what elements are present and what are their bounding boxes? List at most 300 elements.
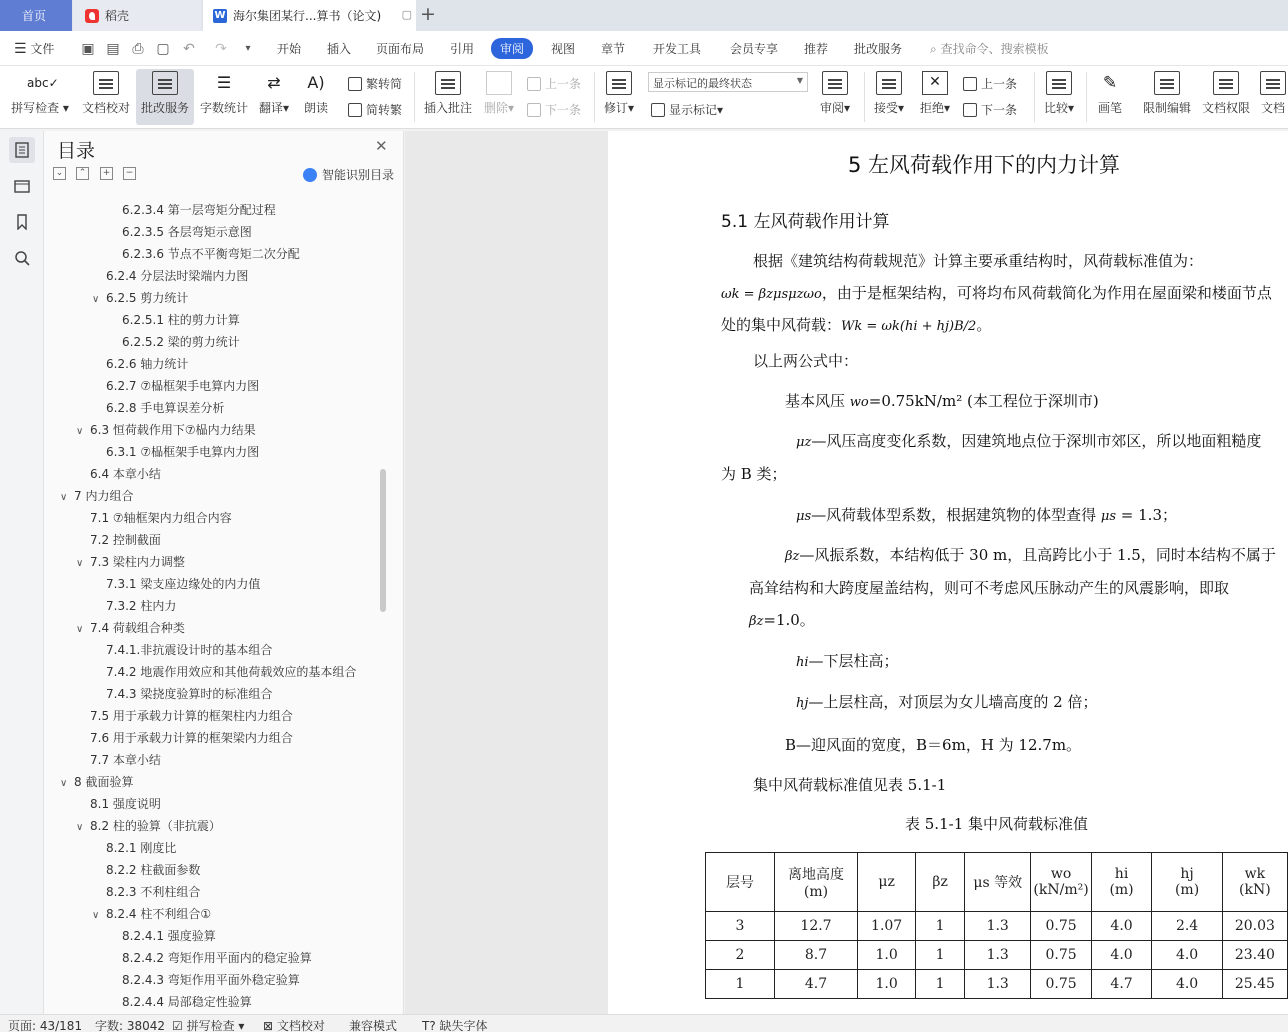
chevron-down-icon[interactable]: ∨ [76,822,84,833]
spell-check-button[interactable]: abc✓ 拼写检查 ▾ [8,69,72,125]
prev-change-button[interactable] [963,75,1017,92]
toc-item[interactable] [106,837,176,859]
paragraph [796,650,899,671]
search-icon: ⌕ [930,42,937,56]
toc-item[interactable] [90,793,161,815]
page-indicator[interactable]: 页面: 43/181 [8,1019,83,1032]
toc-item[interactable] [92,903,211,925]
table-header-cell: 层号 [706,853,775,912]
tab-close-icon[interactable]: ▢ [401,8,412,21]
formula: Wk = ωk(hi + hj)B/2 [841,319,977,334]
formula: hi [796,655,809,670]
table-header-cell: 离地高度 (m) [774,853,857,912]
table-cell: 12.7 [774,912,857,941]
table-cell: 8.7 [774,941,857,970]
paragraph-text: —下层柱高； [808,652,899,670]
toc-item-label: 8.2.4.2 弯矩作用平面内的稳定验算 [122,951,312,965]
toc-item-label: 6.2.3.4 第一层弯矩分配过程 [122,203,276,217]
paragraph [785,544,1276,565]
toc-item[interactable] [90,529,161,551]
toc-item[interactable] [106,661,356,683]
command-search[interactable] [930,40,1049,57]
word-count-label: 字数统计 [199,101,248,115]
toc-item-label: 7.4.3 梁挠度验算时的标准组合 [106,687,273,701]
table-caption: 表 5.1-1 集中风荷载标准值 [905,815,1089,833]
read-aloud-icon: A) [307,73,325,92]
prev-change-label: 上一条 [981,77,1018,91]
pen-icon: ✎ [1102,73,1118,93]
paragraph-text: —风荷载体型系数，根据建筑物的体型查得 [811,506,1101,524]
new-tab-icon[interactable]: + [420,3,436,25]
chapter-heading: 5 左风荷载作用下的内力计算 [848,153,1121,177]
table-row [706,941,1288,970]
next-change-button[interactable] [963,101,1017,118]
table-cell: 25.45 [1222,970,1287,999]
toc-item-label: 8.2.4.3 弯矩作用平面外稳定验算 [122,973,300,987]
formula: μs [796,509,812,524]
expand-up-icon[interactable]: ⌃ [76,167,89,180]
toc-panel [44,131,404,1014]
toc-item-label: 7.7 本章小结 [90,753,161,767]
toc-item[interactable] [106,353,188,375]
review-pane-button[interactable]: 审阅▾ [815,69,855,125]
toc-item[interactable] [122,309,240,331]
compare-icon [1046,71,1072,95]
formula: wo [849,395,869,410]
toc-item-label: 6.2.5.1 柱的剪力计算 [122,313,240,327]
tab-document[interactable] [203,0,416,31]
paragraph-text: —上层柱高，对顶层为女儿墙高度的 2 倍； [808,693,1098,711]
doc-more-button[interactable] [1258,69,1288,125]
next-comment-button[interactable] [527,101,581,118]
chevron-down-icon[interactable]: ∨ [76,558,84,569]
insert-comment-button[interactable] [420,69,476,125]
table-cell: 1.0 [858,970,916,999]
formula: hj [796,696,809,711]
review-pane-icon [822,71,848,95]
ribbon-divider [414,72,415,122]
table-header-cell: μs 等效 [965,853,1031,912]
read-aloud-button[interactable] [298,69,334,125]
doc-check-button[interactable] [78,69,134,125]
toc-title: 目录 [57,140,96,162]
checkbox-icon: ☑ [172,1019,183,1032]
table-cell: 0.75 [1031,970,1091,999]
track-changes-label: 修订 [603,101,628,115]
table-header-cell: βz [916,853,965,912]
accept-label: 接受 [873,101,898,115]
word-count-button[interactable] [197,69,251,125]
next-comment-label: 下一条 [545,103,582,117]
ribbon-divider [594,72,595,122]
toc-item[interactable] [122,221,252,243]
table-header-cell: μz [858,853,916,912]
undo-icon[interactable]: ↶ [183,41,195,57]
table-cell: 23.40 [1222,941,1287,970]
tab-docer-label: 稻壳 [105,9,130,23]
toc-item[interactable] [106,397,224,419]
paragraph-text: =0.75kN/m² (本工程位于深圳市) [868,392,1099,410]
chevron-down-icon[interactable]: ∨ [76,624,84,635]
file-menu[interactable] [14,40,54,57]
toc-item-label: 6.2.6 轴力统计 [106,357,189,371]
simp-to-trad-button[interactable] [348,101,402,118]
toc-item[interactable] [90,705,293,727]
formula: βz [785,549,800,564]
toc-item-label: 8.2.4.4 局部稳定性验算 [122,995,252,1007]
insert-comment-icon [435,71,461,95]
toc-item[interactable] [76,617,185,639]
table-row [706,912,1288,941]
toc-item-label: 7.3.2 柱内力 [106,599,177,613]
toc-item-label: 6.2.8 手电算误差分析 [106,401,225,415]
toc-item-label: 8.1 强度说明 [90,797,161,811]
lock-doc-icon [1154,71,1180,95]
compare-button[interactable]: 比较▾ [1040,69,1078,125]
table-cell: 4.0 [1152,941,1222,970]
menu-review[interactable]: 审阅 [491,38,533,59]
compare-label: 比较 [1043,101,1068,115]
table-cell: 4.7 [1091,970,1152,999]
ribbon-divider [1034,72,1035,122]
correction-service-label: 批改服务 [140,101,189,115]
toc-item[interactable] [122,991,252,1007]
table-cell: 4.0 [1091,941,1152,970]
toc-item-label: 8.2.3 不利柱组合 [106,885,201,899]
collapse-all-icon[interactable]: ⌄ [53,167,66,180]
file-menu-label: 文件 [30,42,55,56]
toc-item[interactable] [106,573,260,595]
toc-item-label: 6.2.3.5 各层弯矩示意图 [122,225,252,239]
ribbon-toolbar [0,66,1288,129]
paragraph-text: ，由于是框架结构，可将均布风荷载简化为作用在屋面梁和楼面节点 [821,284,1272,302]
word-count-indicator[interactable]: 字数: 38042 [95,1019,166,1032]
paragraph-text: —风振系数，本结构低于 30 m，且高跨比小于 1.5，同时本结构不属于 [799,546,1276,564]
translate-button[interactable]: ⇄ 翻译▾ [258,73,290,115]
menu-page-layout[interactable]: 页面布局 [376,42,425,56]
next-change-icon [963,103,977,117]
toc-item[interactable] [76,419,256,441]
table-cell: 1.3 [965,912,1031,941]
table-cell: 1.3 [965,941,1031,970]
restrict-edit-label: 限制编辑 [1142,101,1191,115]
missing-font-label: 缺失字体 [439,1019,488,1032]
toc-item-label: 6.2.5 剪力统计 [106,291,189,305]
paragraph [721,282,1272,303]
menu-reference[interactable]: 引用 [450,42,475,56]
paragraph: B—迎风面的宽度，B＝6m，H 为 12.7m。 [785,736,1082,754]
track-changes-button[interactable]: 修订▾ [600,69,638,125]
menu-insert[interactable]: 插入 [327,42,352,56]
toc-scrollbar[interactable] [380,469,386,612]
doc-permission-label: 文档权限 [1201,101,1250,115]
menu-bar [0,31,1288,66]
markup-state-value: 显示标记的最终状态 [653,77,752,90]
paragraph [796,504,1177,525]
paragraph [785,390,1099,411]
paragraph-text: =1.0。 [763,611,815,629]
toc-item[interactable] [122,925,216,947]
toc-item[interactable] [122,969,300,991]
markup-state-select[interactable] [648,72,808,92]
table-header-cell: wo (kN/m²) [1031,853,1091,912]
compat-mode-label: 兼容模式 [349,1019,398,1032]
toc-item[interactable] [122,331,240,353]
toc-item-label: 7.3 梁柱内力调整 [90,555,185,569]
insert-comment-label: 插入批注 [423,101,472,115]
accept-button[interactable]: 接受▾ [870,69,908,125]
toc-item[interactable] [76,815,221,837]
toc-item[interactable] [122,947,312,969]
toc-item[interactable] [106,881,200,903]
toc-item-label: 6.2.5.2 梁的剪力统计 [122,335,240,349]
menu-start[interactable]: 开始 [277,42,302,56]
doc-more-label: 文档 [1260,101,1285,115]
formula: μs [1100,509,1117,524]
tab-bar [0,0,1288,31]
chevron-down-icon[interactable]: ∨ [76,426,84,437]
tab-home[interactable] [0,0,72,31]
paragraph-text: 基本风压 [785,392,850,410]
toc-item[interactable] [60,771,133,793]
track-changes-icon [606,71,632,95]
toc-item-label: 7.1 ⑦轴框架内力组合内容 [90,511,232,525]
paragraph-text: —风压高度变化系数，因建筑地点位于深圳市郊区，所以地面粗糙度 [811,432,1262,450]
toc-item[interactable] [90,463,161,485]
read-aloud-label: 朗读 [303,101,328,115]
nav-strip [0,131,44,1014]
tab-home-label: 首页 [22,9,47,23]
redo-icon[interactable]: ↷ [215,41,227,57]
table-cell: 1.07 [858,912,916,941]
trad-to-simp-icon [348,77,362,91]
toc-item-label: 7.3.1 梁支座边缘处的内力值 [106,577,261,591]
table-cell: 2 [706,941,775,970]
chevron-down-icon[interactable]: ∨ [92,294,100,305]
toc-item[interactable] [106,595,176,617]
status-bar [0,1014,1288,1032]
tab-document-label: 海尔集团某行...算书（论文) [233,9,382,23]
missing-font-status[interactable] [422,1017,488,1032]
table-cell: 4.0 [1091,912,1152,941]
table-cell: 1 [916,970,965,999]
table-cell: 1 [706,970,775,999]
toc-item-label: 8 截面验算 [74,775,134,789]
ribbon-divider [1086,72,1087,122]
toc-item[interactable] [92,287,188,309]
doc-check-label: 文档校对 [81,101,130,115]
smart-toc-button[interactable] [303,166,394,183]
remove-heading-icon[interactable]: − [123,167,136,180]
prev-comment-label: 上一条 [545,77,582,91]
toc-list [44,199,389,1007]
toc-item-label: 8.2 柱的验算（非抗震） [90,819,221,833]
word-count-icon: ☰ [216,73,232,92]
doc-check-status-label: 文档校对 [276,1019,325,1032]
table-header-cell: hi (m) [1091,853,1152,912]
paragraph: 为 B 类； [721,465,787,483]
paragraph [721,314,991,335]
translate-label: 翻译 [258,101,283,115]
prev-comment-button[interactable] [527,75,581,92]
toc-item[interactable] [106,859,200,881]
toc-item-label: 6.2.7 ⑦榀框架手电算内力图 [106,379,260,393]
paragraph: 以上两公式中： [753,352,859,370]
accept-icon [876,71,902,95]
close-icon[interactable]: ✕ [375,137,388,155]
review-pane-label: 审阅 [819,101,844,115]
toc-nav-icon[interactable] [9,137,35,163]
bookmark-icon[interactable] [9,209,35,235]
toc-item-label: 7.4 荷载组合种类 [90,621,185,635]
writer-doc-icon: W [214,9,226,21]
paragraph-text: = 1.3； [1116,506,1177,524]
show-markup-label: 显示标记 [669,103,718,117]
toc-item-label: 6.3.1 ⑦榀框架手电算内力图 [106,445,260,459]
table-header-row [706,853,1288,912]
toc-item-label: 8.2.4 柱不利组合① [106,907,212,921]
correction-service-button[interactable] [136,69,194,125]
toc-item[interactable] [106,441,259,463]
toc-item[interactable] [106,375,259,397]
tab-docer[interactable] [73,0,201,31]
reject-button[interactable]: ✕ 拒绝▾ [916,69,954,125]
translate-icon: ⇄ [267,73,281,92]
hamburger-icon: ☰ [14,41,27,57]
menu-correction[interactable]: 批改服务 [854,42,903,56]
search-icon[interactable] [9,245,35,271]
chevron-down-icon: ▼ [796,76,803,85]
table-cell: 1.0 [858,941,916,970]
smart-toc-label: 智能识别目录 [322,168,395,182]
section-heading: 5.1 左风荷载作用计算 [721,212,890,232]
chevron-down-icon[interactable]: ∨ [92,910,100,921]
toc-item[interactable] [90,727,293,749]
restrict-edit-button[interactable] [1140,69,1194,125]
toc-item[interactable] [122,243,300,265]
print-icon[interactable]: ⎙ [132,41,144,57]
show-markup-button[interactable]: 显示标记 ▾ [651,101,723,118]
toc-item-label: 8.2.1 刚度比 [106,841,177,855]
quick-access-dropdown-icon[interactable]: ▾ [245,43,251,54]
docer-logo-icon [85,9,99,23]
paragraph-text: 。 [976,316,992,334]
paragraph: 集中风荷载标准值见表 5.1-1 [753,776,947,794]
toc-item[interactable] [106,639,272,661]
formula: βz [749,614,764,629]
chevron-down-icon[interactable]: ∨ [60,492,68,503]
chevron-down-icon[interactable]: ∨ [60,778,68,789]
table-cell: 1 [916,912,965,941]
toc-item-label: 8.2.2 柱截面参数 [106,863,201,877]
prev-comment-icon [527,77,541,91]
add-heading-icon[interactable]: + [100,167,113,180]
ink-label: 画笔 [1097,101,1122,115]
spell-check-toggle[interactable]: ☑ 拼写检查 ▾ [172,1019,245,1032]
paragraph: 高耸结构和大跨度屋盖结构，则可不考虑风压脉动产生的风震影响，即取 [749,579,1230,597]
doc-check-icon [93,71,119,95]
trad-to-simp-label: 繁转简 [366,77,403,91]
toc-item-label: 7.2 控制截面 [90,533,161,547]
menu-view[interactable]: 视图 [551,42,576,56]
toc-item-label: 8.2.4.1 强度验算 [122,929,216,943]
formula: ωk = βzμsμzωo [721,287,822,302]
table-header-cell: wk (kN) [1222,853,1287,912]
doc-permission-button[interactable] [1199,69,1253,125]
doc-check-status[interactable] [263,1017,325,1032]
table-cell: 1 [916,941,965,970]
toc-item[interactable] [90,507,232,529]
simp-to-trad-icon [348,103,362,117]
trad-to-simp-button[interactable] [348,75,402,92]
toc-item[interactable] [76,551,185,573]
paragraph [796,691,1098,712]
paragraph-text: 处的集中风荷载： [721,316,842,334]
spell-check-label: 拼写检查 [11,101,60,115]
ribbon-divider [864,72,865,122]
toc-item-label: 7.5 用于承载力计算的框架柱内力组合 [90,709,293,723]
export-pdf-icon[interactable]: ▤ [106,41,120,57]
print-preview-icon[interactable]: ▢ [156,41,170,57]
document-area [405,131,1288,1014]
correction-service-icon [152,71,178,95]
paragraph [796,430,1261,451]
next-change-label: 下一条 [981,103,1018,117]
menu-dev-tools[interactable]: 开发工具 [653,42,702,56]
menu-member[interactable]: 会员专享 [730,42,779,56]
toc-item[interactable] [106,265,248,287]
doc-permission-icon [1213,71,1239,95]
spell-check-status-label: 拼写检查 [186,1019,235,1032]
toc-item-label: 7.6 用于承载力计算的框架梁内力组合 [90,731,293,745]
table-header-cell: hj (m) [1152,853,1222,912]
toc-item-label: 6.4 本章小结 [90,467,161,481]
delete-comment-button[interactable]: 删除▾ [480,69,518,125]
table-cell: 4.7 [774,970,857,999]
save-icon[interactable]: ▣ [81,41,95,57]
smart-toc-icon [303,168,317,182]
paragraph [749,609,815,630]
table-row [706,970,1288,999]
toc-item-label: 7.4.1.非抗震设计时的基本组合 [106,643,273,657]
reject-label: 拒绝 [919,101,944,115]
show-markup-icon [651,103,665,117]
formula: μz [796,435,812,450]
spell-check-icon: abc✓ [27,76,59,90]
table-cell: 3 [706,912,775,941]
toc-item[interactable] [122,199,276,221]
toc-item-label: 6.2.3.6 节点不平衡弯矩二次分配 [122,247,300,261]
table-cell: 2.4 [1152,912,1222,941]
table-cell: 20.03 [1222,912,1287,941]
chapter-nav-icon[interactable] [9,173,35,199]
ink-button[interactable] [1092,69,1128,125]
toc-item[interactable] [60,485,133,507]
prev-change-icon [963,77,977,91]
toc-item-label: 6.3 恒荷载作用下⑦榀内力结果 [90,423,256,437]
toc-item[interactable] [106,683,272,705]
table-cell: 0.75 [1031,912,1091,941]
toc-item[interactable] [90,749,161,771]
menu-recommend[interactable]: 推荐 [804,42,829,56]
reject-icon: ✕ [922,71,948,95]
toc-item-label: 7 内力组合 [74,489,134,503]
table-cell: 0.75 [1031,941,1091,970]
menu-chapter[interactable]: 章节 [601,42,626,56]
toc-item-label: 6.2.4 分层法时梁端内力图 [106,269,249,283]
simp-to-trad-label: 简转繁 [366,103,403,117]
doc-check-status-icon: ⊠ [263,1019,274,1032]
